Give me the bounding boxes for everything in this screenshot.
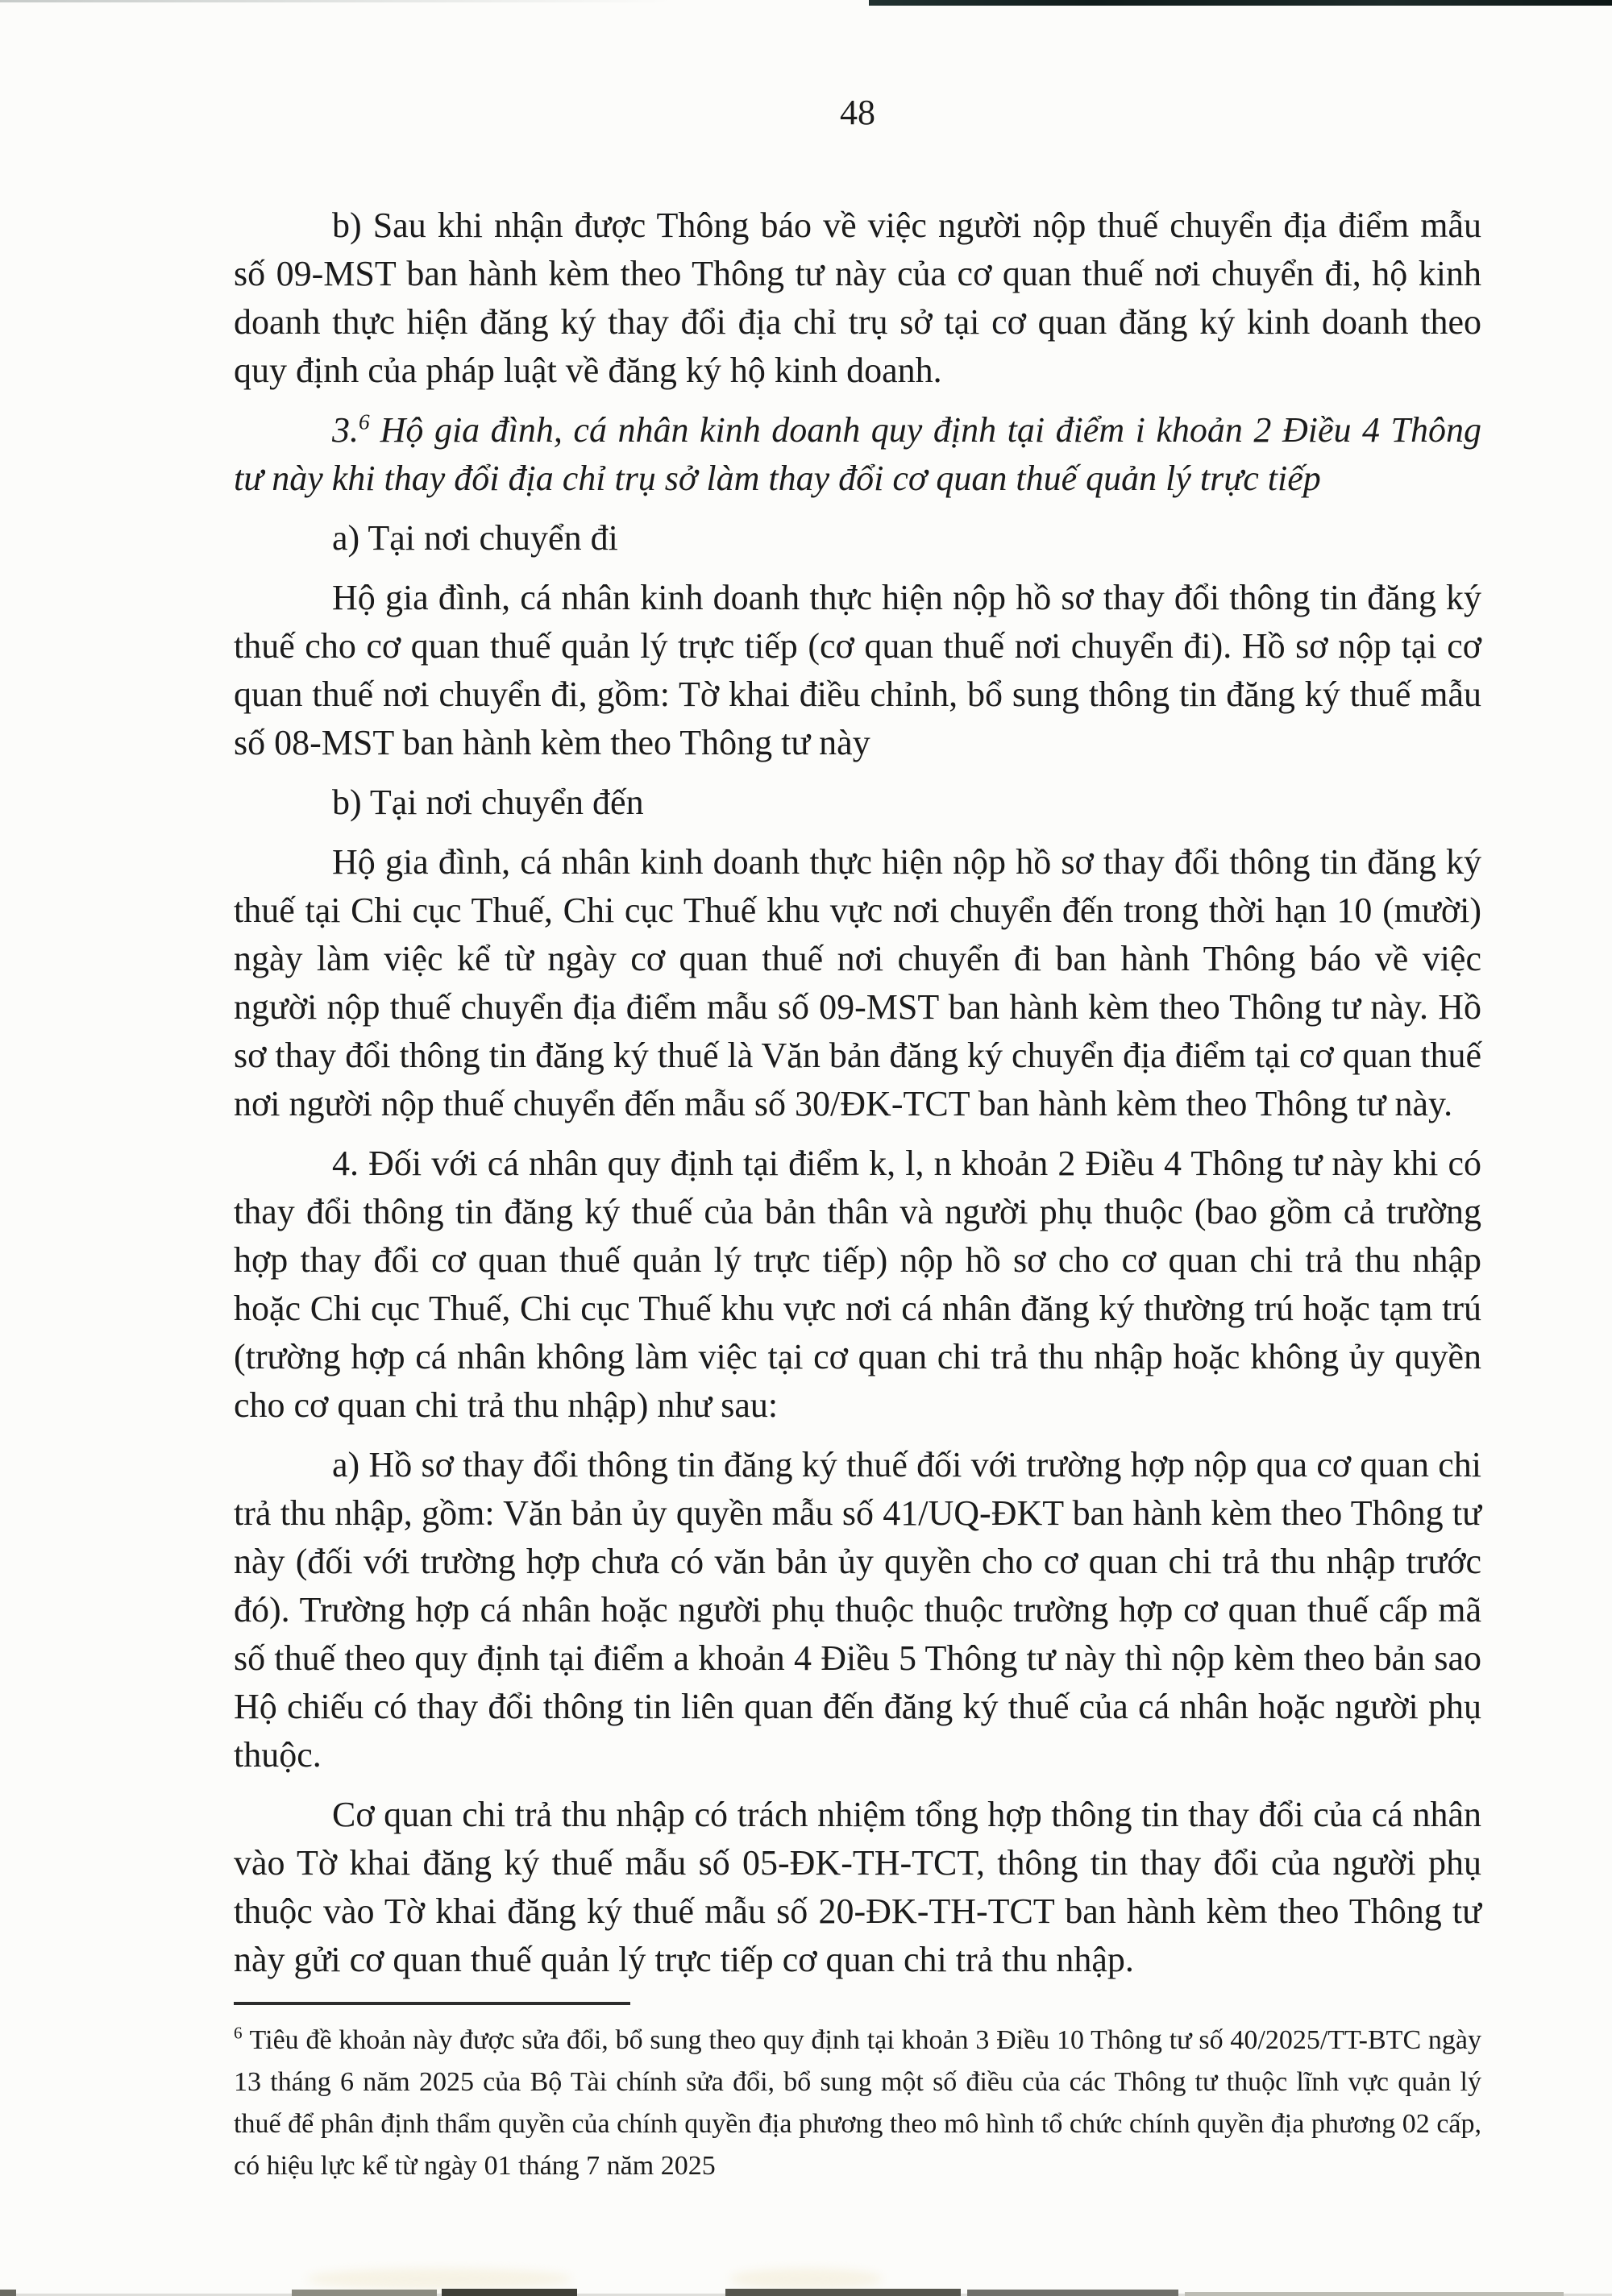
clause-3-text: Hộ gia đình, cá nhân kinh doanh quy định tại điểm i khoản 2 Điều 4 Thông tư này khi thay đổi địa chỉ trụ sở làm thay đổi cơ quan thuế quản lý trực tiếp: [234, 410, 1481, 498]
heading-b-moving-to: b) Tại nơi chuyển đến: [332, 783, 644, 822]
footnote-separator-rule: [234, 2002, 630, 2005]
page-number: 48: [840, 93, 875, 132]
clause-4a-paragraph: a) Hồ sơ thay đổi thông tin đăng ký thuế đối với trường hợp nộp qua cơ quan chi trả thu nhập, gồm: Văn bản ủy quyền mẫu số 41/UQ-ĐKT ban hành kèm theo Thông tư này (đối với trường hợp chưa có văn bản ủy quyền cho cơ quan chi trả thu nhập trước đó). Trường hợp cá nhân hoặc người phụ thuộc thuộc trường hợp cơ quan thuế cấp mã số thuế theo quy định tại điểm a khoản 4 Điều 5 Thông tư này thì nộp kèm theo bản sao Hộ chiếu có thay đổi thông tin liên quan đến đăng ký thuế của cá nhân hoặc người phụ thuộc.: [234, 1445, 1481, 1775]
scan-artifact-bottom-segment: [442, 2289, 577, 2296]
scan-artifact-bottom-segment: [1185, 2292, 1564, 2296]
scan-artifact-bottom-segment: [0, 2290, 16, 2296]
para-moving-to: Hộ gia đình, cá nhân kinh doanh thực hiện nộp hồ sơ thay đổi thông tin đăng ký thuế tại Chi cục Thuế, Chi cục Thuế khu vực nơi chuyển đến trong thời hạn 10 (mười) ngày làm việc kể từ ngày cơ quan thuế nơi chuyển đi ban hành Thông báo về việc người nộp thuế chuyển địa điểm mẫu số 09-MST ban hành kèm theo Thông tư này. Hồ sơ thay đổi thông tin đăng ký thuế là Văn bản đăng ký chuyển địa điểm tại cơ quan thuế nơi người nộp thuế chuyển đến mẫu số 30/ĐK-TCT ban hành kèm theo Thông tư này.: [234, 842, 1481, 1123]
heading-a-moving-from: a) Tại nơi chuyển đi: [332, 518, 618, 558]
scan-artifact-bottom-segment: [967, 2290, 1178, 2296]
para-income-payer: Cơ quan chi trả thu nhập có trách nhiệm tổng hợp thông tin thay đổi của cá nhân vào Tờ khai đăng ký thuế mẫu số 05-ĐK-TH-TCT, thông tin thay đổi của người phụ thuộc vào Tờ khai đăng ký thuế mẫu số 20-ĐK-TH-TCT ban hành kèm theo Thông tư này gửi cơ quan thuế quản lý trực tiếp cơ quan chi trả thu nhập.: [234, 1795, 1481, 1979]
footnote-reference-6: 6: [359, 409, 370, 434]
para-moving-from: Hộ gia đình, cá nhân kinh doanh thực hiện nộp hồ sơ thay đổi thông tin đăng ký thuế cho cơ quan thuế quản lý trực tiếp (cơ quan thuế nơi chuyển đi). Hồ sơ nộp tại cơ quan thuế nơi chuyển đi, gồm: Tờ khai điều chỉnh, bổ sung thông tin đăng ký thuế mẫu số 08-MST ban hành kèm theo Thông tư này: [234, 578, 1481, 762]
footnote-6: [234, 2020, 1481, 2187]
scan-artifact-bottom-segment: [292, 2290, 437, 2296]
footnote-6-text: Tiêu đề khoản này được sửa đổi, bổ sung theo quy định tại khoản 3 Điều 10 Thông tư số 40/2025/TT-BTC ngày 13 tháng 6 năm 2025 của Bộ Tài chính sửa đổi, bổ sung một số điều của các Thông tư thuộc lĩnh vực quản lý thuế để phân định thẩm quyền của chính quyền địa phương theo mô hình tổ chức chính quyền địa phương 02 cấp, có hiệu lực kể từ ngày 01 tháng 7 năm 2025: [234, 2025, 1481, 2181]
clause-3-paragraph: [234, 406, 1481, 503]
clause-b-paragraph: b) Sau khi nhận được Thông báo về việc người nộp thuế chuyển địa điểm mẫu số 09-MST ban hành kèm theo Thông tư này của cơ quan thuế nơi chuyển đi, hộ kinh doanh thực hiện đăng ký thay đổi địa chỉ trụ sở tại cơ quan đăng ký kinh doanh theo quy định của pháp luật về đăng ký hộ kinh doanh.: [234, 206, 1481, 390]
scan-artifact-bottom-segment: [725, 2289, 961, 2296]
footnote-6-marker: 6: [234, 2023, 243, 2043]
scan-artifact-top-faint-line: [0, 0, 673, 2]
footnote-block: [234, 2002, 1481, 2187]
scan-artifact-smudge: [306, 2269, 572, 2290]
clause-3-number: 3.: [332, 410, 359, 450]
scan-artifact-top-dark-bar: [869, 0, 1612, 6]
scan-artifact-smudge: [729, 2269, 883, 2290]
clause-4-paragraph: 4. Đối với cá nhân quy định tại điểm k, l, n khoản 2 Điều 4 Thông tư này khi có thay đổi thông tin đăng ký thuế của bản thân và người phụ thuộc (bao gồm cả trường hợp thay đổi cơ quan thuế quản lý trực tiếp) nộp hồ sơ cho cơ quan chi trả thu nhập hoặc Chi cục Thuế, Chi cục Thuế khu vực nơi cá nhân đăng ký thường trú hoặc tạm trú (trường hợp cá nhân không làm việc tại cơ quan chi trả thu nhập hoặc không ủy quyền cho cơ quan chi trả thu nhập) như sau:: [234, 1144, 1481, 1425]
document-body: [234, 201, 1481, 1995]
